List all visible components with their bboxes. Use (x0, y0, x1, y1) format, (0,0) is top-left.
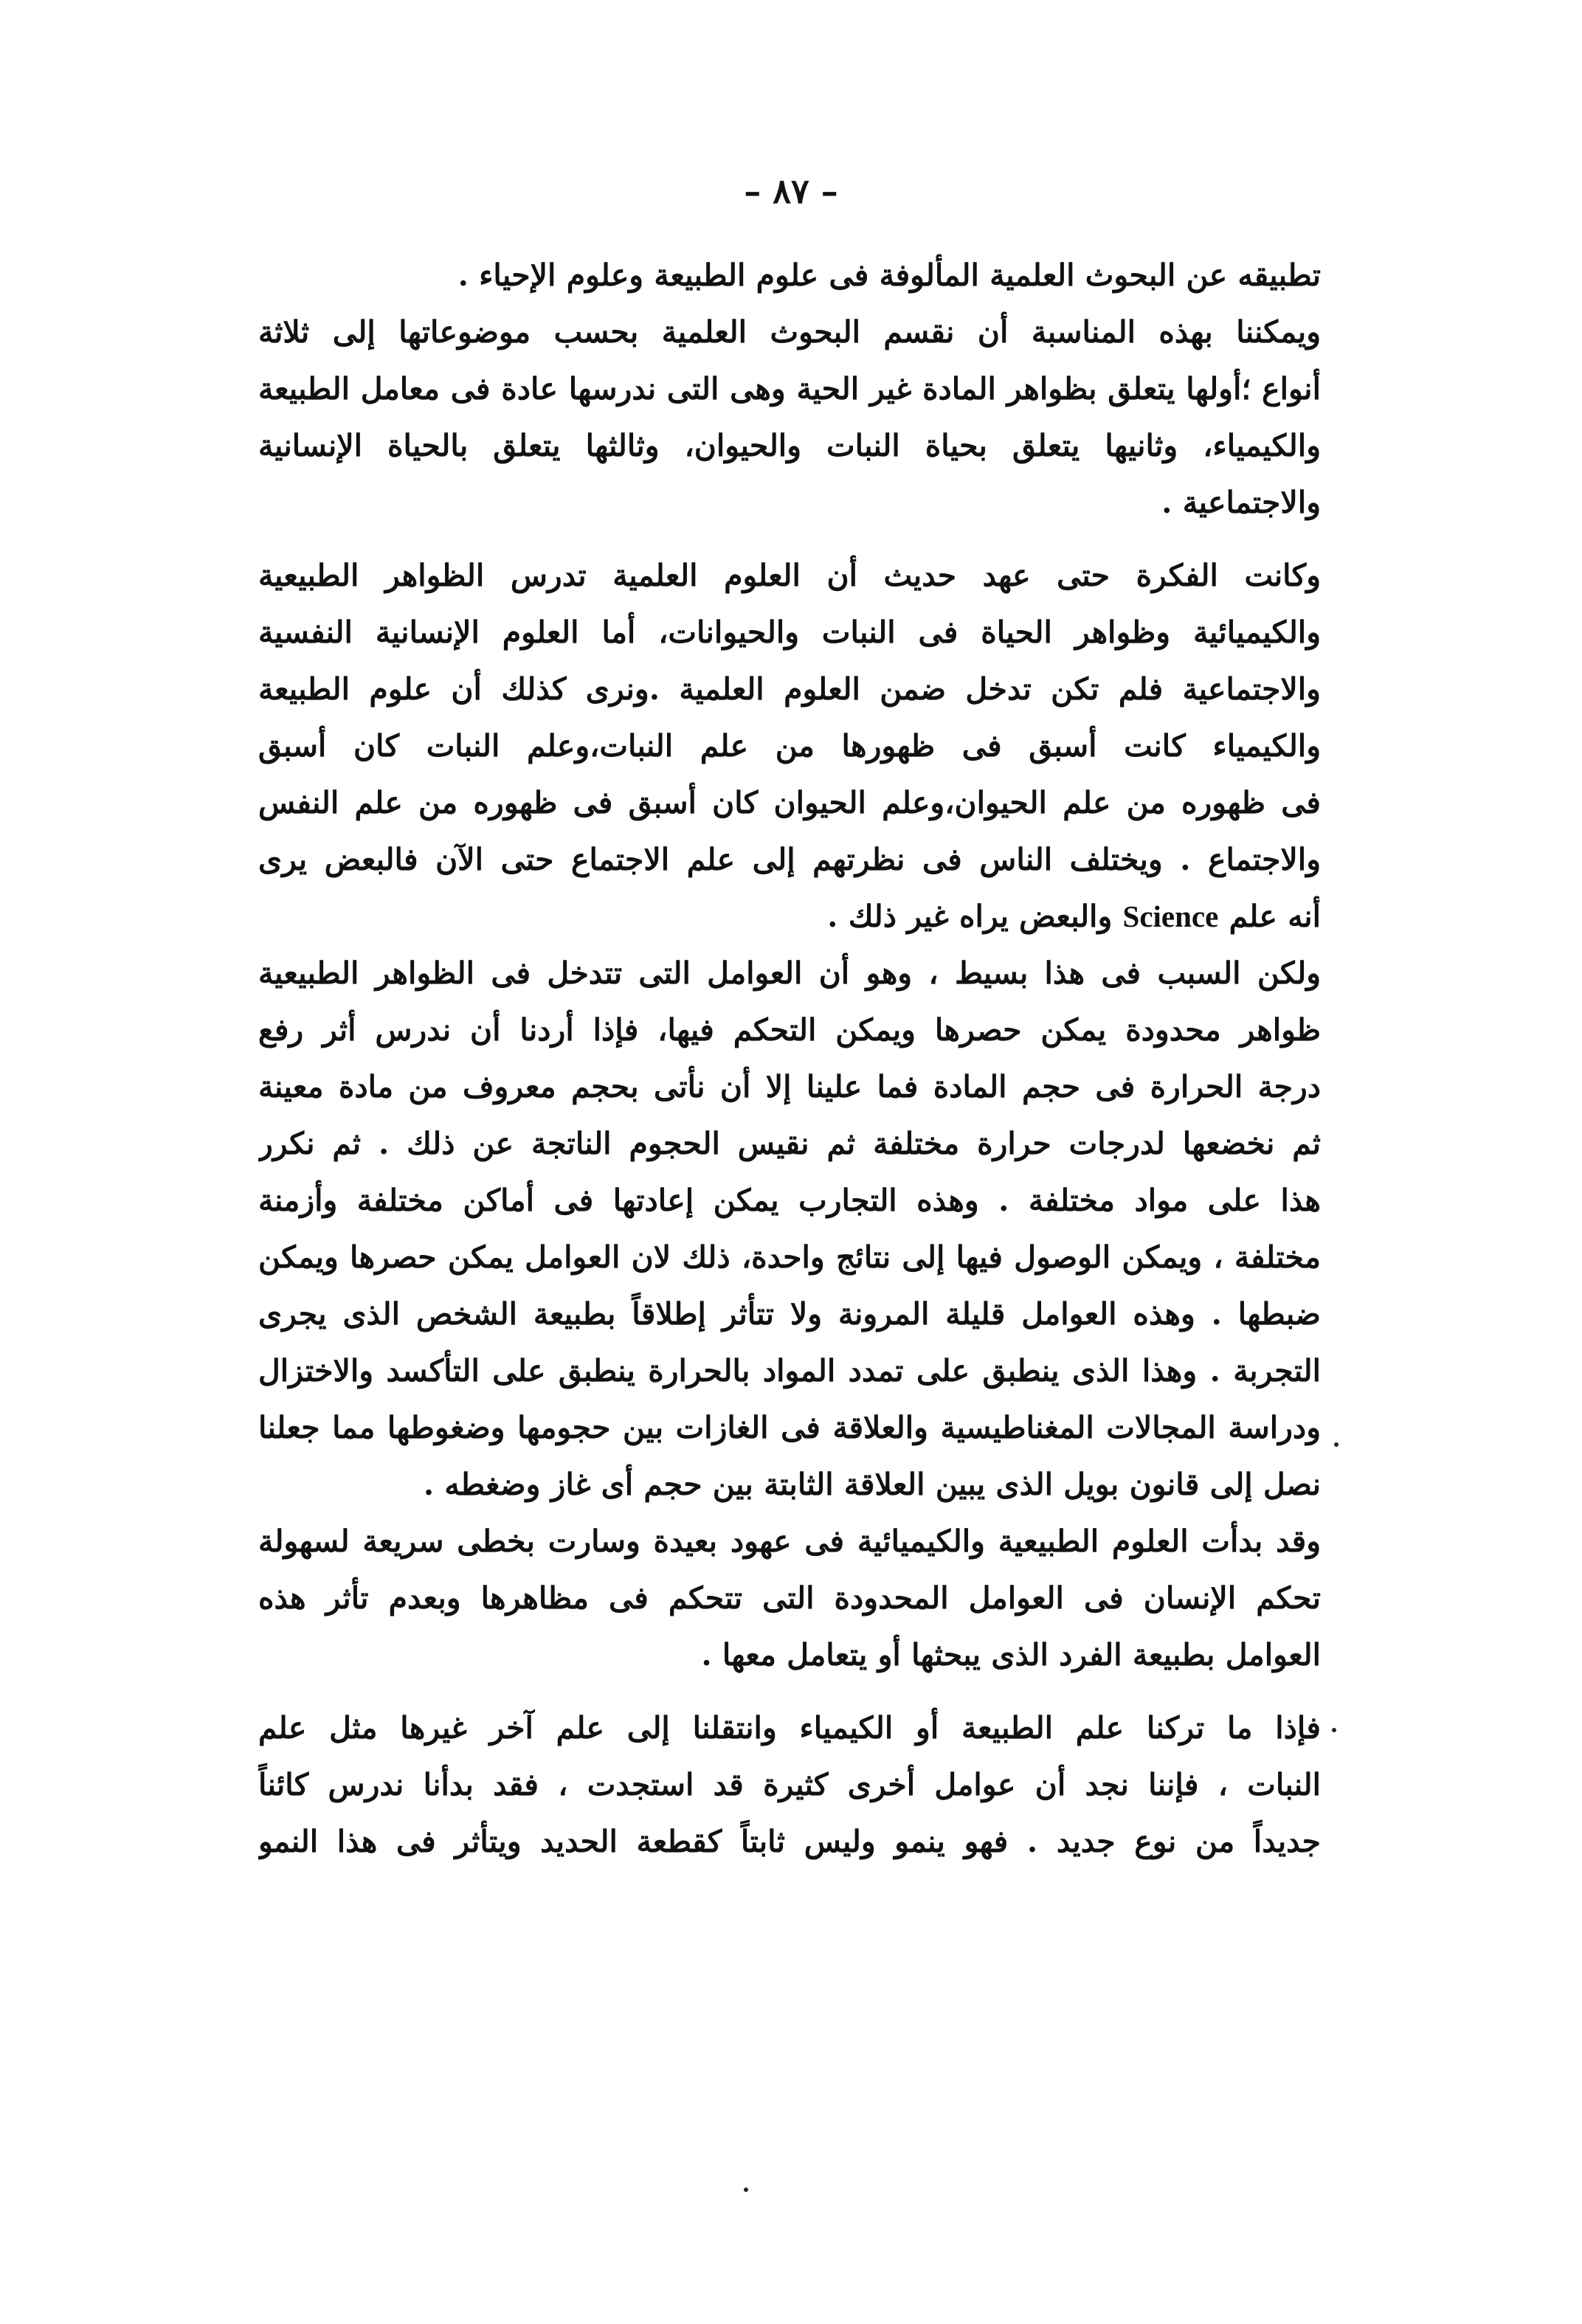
scan-speck (1332, 1728, 1336, 1732)
paragraph (258, 247, 1321, 304)
scan-speck (744, 2188, 748, 2192)
text-line: مختلفة ، ويمكن الوصول فيها إلى نتائج واحدة، ذلك لان العوامل يمكن حصرها ويمكن (258, 1239, 1321, 1275)
text-line: ثم نخضعها لدرجات حرارة مختلفة ثم نقيس الحجوم الناتجة عن ذلك . ثم نكرر (258, 1126, 1321, 1161)
text-line: تحكم الإنسان فى العوامل المحدودة التى تتحكم فى مظاهرها وبعدم تأثر هذه (258, 1580, 1321, 1616)
text-line: جديداً من نوع جديد . فهو ينمو وليس ثابتاً كقطعة الحديد ويتأثر فى هذا النمو (258, 1824, 1321, 1859)
text-line: ولكن السبب فى هذا بسيط ، وهو أن العوامل التى تتدخل فى الظواهر الطبيعية (258, 955, 1321, 991)
text-line: التجربة . وهذا الذى ينطبق على تمدد المواد بالحرارة ينطبق على التأكسد والاختزال (258, 1353, 1321, 1388)
text-line: تطبيقه عن البحوث العلمية المألوفة فى علوم الطبيعة وعلوم الإحياء . (457, 257, 1321, 293)
page-number: – ٨٧ – (744, 171, 838, 211)
text-fragment: والبعض يراه غير ذلك . (827, 899, 1113, 934)
scan-speck (1334, 1442, 1339, 1447)
text-line: ظواهر محدودة يمكن حصرها ويمكن التحكم فيها، فإذا أردنا أن ندرس أثر رفع (258, 1012, 1321, 1048)
text-line: والاجتماعية فلم تكن تدخل ضمن العلوم العلمية .ونرى كذلك أن علوم الطبيعة (258, 671, 1321, 707)
latin-term: Science (1122, 899, 1219, 933)
text-line: والاجتماع . ويختلف الناس فى نظرتهم إلى علم الاجتماع حتى الآن فالبعض يرى (258, 842, 1321, 877)
text-line: هذا على مواد مختلفة . وهذه التجارب يمكن إعادتها فى أماكن مختلفة وأزمنة (258, 1183, 1321, 1218)
text-line: ضبطها . وهذه العوامل قليلة المرونة ولا تتأثر إطلاقاً بطبيعة الشخص الذى يجرى (258, 1296, 1321, 1332)
text-line: أنواع ؛أولها يتعلق بظواهر المادة غير الحية وهى التى ندرسها عادة فى معامل الطبيعة (258, 371, 1321, 407)
text-line: فإذا ما تركنا علم الطبيعة أو الكيمياء وانتقلنا إلى علم آخر غيرها مثل علم (258, 1710, 1321, 1746)
paragraph (258, 547, 1321, 945)
text-line: وقد بدأت العلوم الطبيعية والكيميائية فى عهود بعيدة وسارت بخطى سريعة لسهولة (258, 1524, 1321, 1559)
paragraph-gap (258, 1684, 1321, 1700)
paragraph (258, 945, 1321, 1684)
body-text (258, 247, 1321, 1870)
text-line: وكانت الفكرة حتى عهد حديث أن العلوم العلمية تدرس الظواهر الطبيعية (258, 558, 1321, 593)
text-line-with-latin-term (258, 888, 1321, 945)
text-line: فى ظهوره من علم الحيوان،وعلم الحيوان كان أسبق فى ظهوره من علم النفس (258, 785, 1321, 820)
text-line: درجة الحرارة فى حجم المادة فما علينا إلا أن نأتى بحجم معروف من مادة معينة (258, 1069, 1321, 1104)
text-line: ويمكننا بهذه المناسبة أن نقسم البحوث العلمية بحسب موضوعاتها إلى ثلاثة (258, 314, 1321, 350)
text-line: النبات ، فإننا نجد أن عوامل أخرى كثيرة قد استجدت ، فقد بدأنا ندرس كائناً (258, 1767, 1321, 1802)
text-line: العوامل بطبيعة الفرد الذى يبحثها أو يتعامل معها . (701, 1637, 1321, 1673)
text-line: والكيمياء كانت أسبق فى ظهورها من علم النبات،وعلم النبات كان أسبق (258, 728, 1321, 764)
text-line: والكيمياء، وثانيها يتعلق بحياة النبات والحيوان، وثالثها يتعلق بالحياة الإنسانية (258, 428, 1321, 463)
paragraph-gap (258, 531, 1321, 547)
text-line: نصل إلى قانون بويل الذى يبين العلاقة الثابتة بين حجم أى غاز وضغطه . (423, 1467, 1321, 1502)
text-line: والكيميائية وظواهر الحياة فى النبات والحيوانات، أما العلوم الإنسانية النفسية (258, 615, 1321, 650)
text-line: ودراسة المجالات المغناطيسية والعلاقة فى الغازات بين حجومها وضغوطها مما جعلنا (258, 1410, 1321, 1445)
paragraph (258, 304, 1321, 531)
text-fragment: أنه علم (1229, 899, 1321, 934)
paragraph (258, 1700, 1321, 1870)
text-line: والاجتماعية . (1161, 485, 1321, 520)
